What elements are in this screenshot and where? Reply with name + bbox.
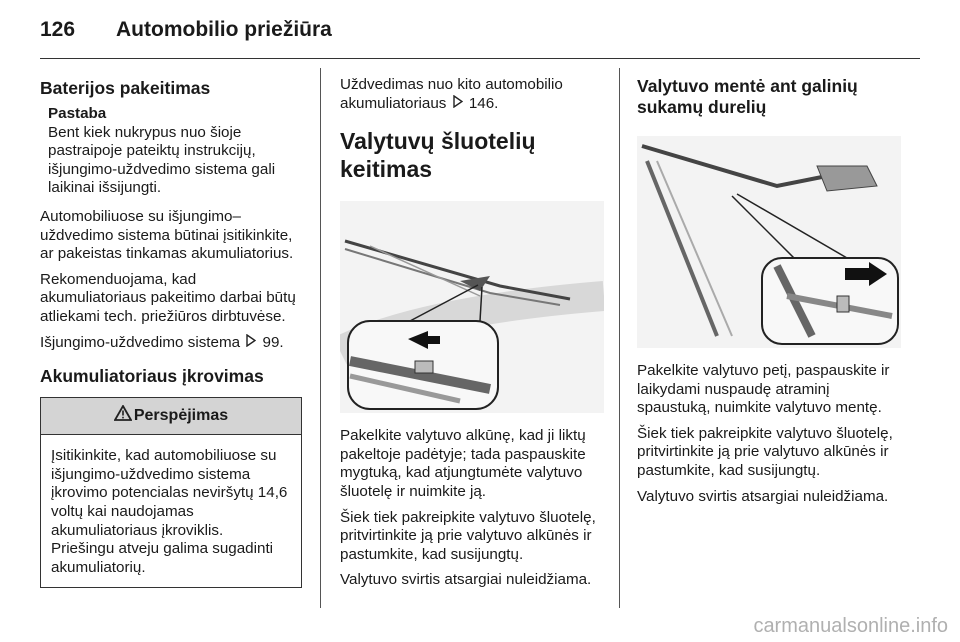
- column-left: [40, 68, 302, 588]
- paragraph: Šiek tiek pakreipkite valytuvo šluotelę, pritvirtinkite ją prie valytuvo alkūnės ir pastumkite, kad susijungtų.: [340, 508, 596, 563]
- paragraph: Automobiliuose su išjungimo–uždvedimo sistema būtinai įsitikinkite, ar pakeistas tinkamas akumuliatorius.: [40, 207, 294, 263]
- note-text: Bent kiek nukrypus nuo šioje pastraipoje pateiktų instrukcijų, išjungimo-uždvedimo sistema gali laikinai išsijungti.: [48, 123, 276, 197]
- paragraph: Valytuvo svirtis atsargiai nuleidžiama.: [637, 487, 889, 505]
- paragraph: Pakelkite valytuvo petį, paspauskite ir laikydami nuspaudę atraminį spaustuką, nuimkite valytuvo mentę.: [637, 362, 890, 417]
- paragraph: Valytuvo svirtis atsargiai nuleidžiama.: [340, 571, 592, 589]
- xref-arrow-icon: [451, 95, 465, 114]
- paragraph-xref: [340, 76, 604, 113]
- column-right: [637, 68, 905, 513]
- paragraph: Pakelkite valytuvo alkūnę, kad ji liktų pakeltoje padėtyje; tada paspauskite mygtuką, kad atjungtumėte valytuvo šluotelę ir nuimkite ją.: [340, 427, 586, 500]
- xref-text: Uždvedimas nuo kito automobilio akumuliatoriaus: [340, 76, 563, 112]
- xref-page-link[interactable]: 146.: [468, 94, 499, 112]
- section-title-rear-wiper: Valytuvo mentė ant galinių sukamų durelių: [637, 76, 858, 117]
- xref-text: Išjungimo-uždvedimo sistema: [40, 333, 241, 351]
- section-title-battery-replacement: Baterijos pakeitimas: [40, 78, 211, 98]
- page-header: [40, 10, 332, 50]
- wiper-blade-illustration: [340, 201, 604, 413]
- warning-text: Įsitikinkite, kad automobiliuose su išjungimo-uždvedimo sistema įkrovimo potencialas neviršytų 14,6 voltų kai naudojamas akumuliatoriaus įkroviklis. Priešingu atveju galima sugadinti akumuliatorių.: [51, 447, 288, 576]
- section-title-wiper-blades: Valytuvų šluotelių keitimas: [340, 128, 536, 183]
- warning-title: Perspėjimas: [133, 406, 229, 424]
- column-middle: [340, 68, 604, 597]
- warning-triangle-icon: [114, 405, 132, 427]
- header-rule: [40, 58, 920, 59]
- column-divider: [619, 68, 620, 608]
- paragraph: Rekomenduojama, kad akumuliatoriaus pakeitimo darbai būtų atliekami tech. priežiūros dirbtuvėse.: [40, 270, 296, 325]
- note-block: [40, 105, 302, 198]
- column-divider: [320, 68, 321, 608]
- paragraph-xref: [40, 334, 302, 353]
- note-title: Pastaba: [48, 105, 107, 122]
- xref-arrow-icon: [244, 334, 258, 353]
- watermark: carmanualsonline.info: [753, 615, 948, 637]
- warning-header: [41, 398, 301, 435]
- warning-box: [40, 397, 302, 588]
- paragraph: Šiek tiek pakreipkite valytuvo šluotelę, pritvirtinkite ją prie valytuvo alkūnės ir pastumkite, kad susijungtų.: [637, 424, 893, 479]
- xref-page-link[interactable]: 99.: [262, 333, 284, 351]
- page-number: 126: [40, 18, 76, 41]
- section-title-battery-charging: Akumuliatoriaus įkrovimas: [40, 366, 264, 387]
- rear-wiper-illustration: [637, 136, 901, 348]
- page-title: Automobilio priežiūra: [116, 18, 332, 41]
